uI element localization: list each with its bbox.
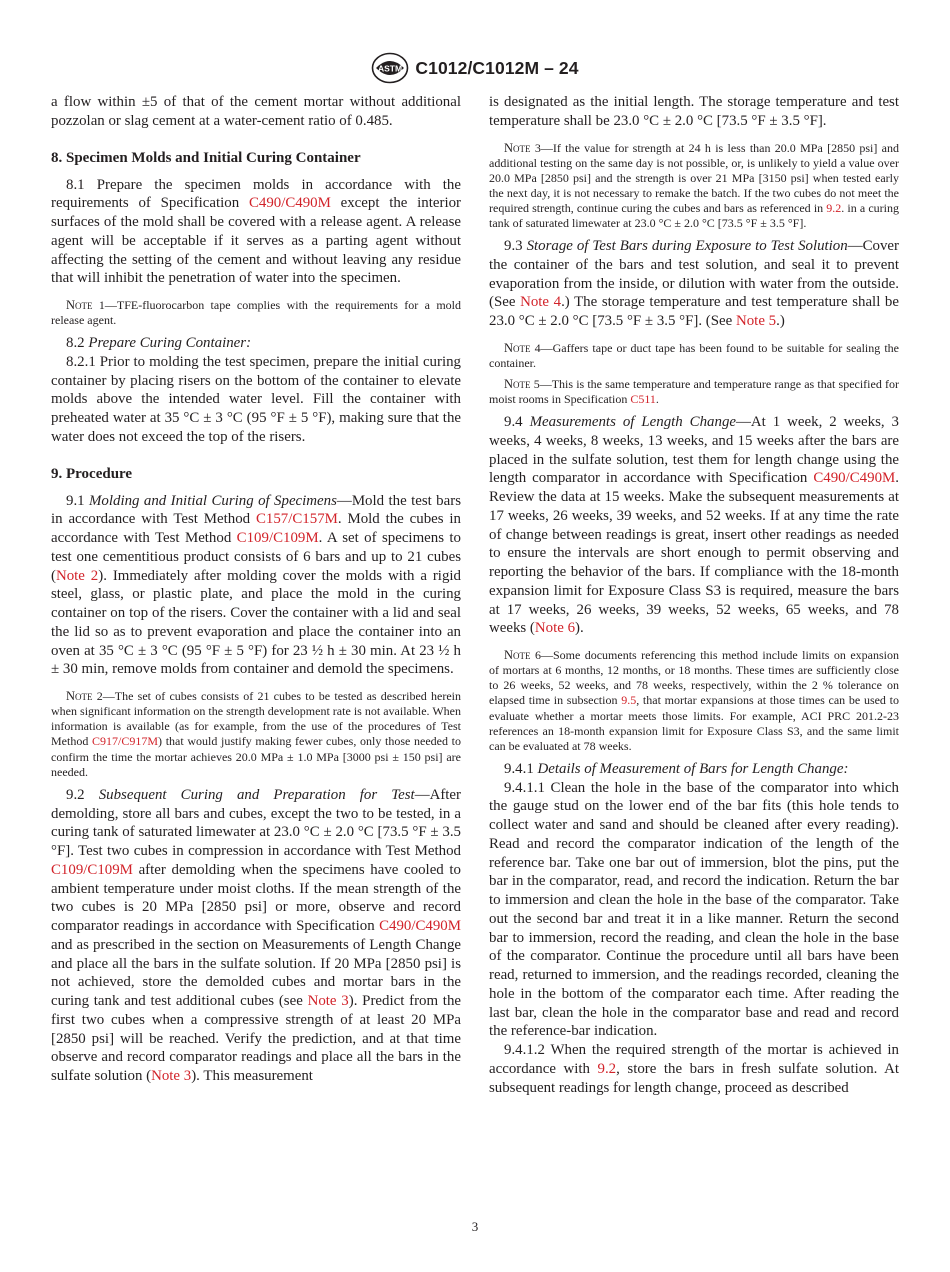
link-c157[interactable]: C157/C157M — [255, 511, 338, 528]
astm-logo-icon — [371, 52, 409, 84]
link-c109[interactable]: C109/C109M — [51, 861, 133, 878]
link-c490[interactable]: C490/C490M — [813, 470, 896, 487]
paragraph-8-2: 8.2 Prepare Curing Container: — [66, 335, 252, 352]
page-number: 3 — [471, 1219, 479, 1234]
link-note-6[interactable]: Note 6 — [534, 620, 576, 637]
link-c490[interactable]: C490/C490M — [248, 195, 331, 212]
link-note-2[interactable]: Note 2 — [55, 567, 99, 584]
left-column — [51, 93, 461, 1086]
link-note-5[interactable]: Note 5 — [735, 313, 777, 330]
link-note-3[interactable]: Note 3 — [151, 1068, 192, 1084]
link-9-2[interactable]: 9.2 — [597, 1060, 617, 1077]
link-9-2[interactable]: 9.2 — [826, 200, 842, 215]
paragraph-9-3: 9.3 Storage of Test Bars during Exposure to Test Solution—Cover the container of the bars and test solution, and seal it to prevent evaporation from the inside, or dilution with water from the outside. (See Note 4.) The storage temperature and test temperature shall be 23.0 °C ± 2.0 °C [73.5 °F ± 3.5 °F]. (See Note 5.) — [489, 238, 899, 330]
link-c109[interactable]: C109/C109M — [236, 530, 319, 547]
paragraph-9-1: 9.1 Molding and Initial Curing of Specimens—Mold the test bars in accordance with Test Method C157/C157M. Mold the cubes in accordance with Test Method C109/C109M. A set of specimens to test one cementitious product consists of 6 bars and up to 21 cubes (Note 2). Immediately after molding cover the molds with a rigid steel, glass, or plastic plate, and place the mold in the curing container on top of the risers. Cover the container with a lid and seal the lid so as to prevent evaporation and place the container into an oven at 35 °C ± 3 °C (95 °F ± 5 °F) for 23 ½ h ± 30 min. At 23 ½ h ± 30 min, remove molds from container and demold the specimens. — [51, 492, 461, 678]
paragraph-9-4-1: 9.4.1 Details of Measurement of Bars for Length Change: — [504, 760, 849, 777]
logo-lettering: ASTM — [378, 63, 403, 74]
paragraph-continued: a flow within ±5 of that of the cement mortar without additional pozzolan or slag cement at a water-cement ratio of 0.485. — [51, 94, 461, 129]
page-header — [0, 50, 950, 86]
paragraph-8-2-1: 8.2.1 Prior to molding the test specimen, prepare the initial curing container by placing risers on the bottom of the container to elevate molds above the intended water level. Fill the container with preheated water at 35 °C ± 3 °C (95 °F ± 5 °F), making sure that the water does not exceed the top of the risers. — [51, 353, 461, 445]
note-4: Note 4—Gaffers tape or duct tape has been found to be suitable for sealing the container. — [489, 340, 899, 370]
link-c917[interactable]: C917/C917M — [92, 734, 159, 749]
section-8-heading: 8. Specimen Molds and Initial Curing Container — [51, 149, 361, 166]
note-6: Note 6—Some documents referencing this method include limits on expansion of mortars at 6 months, 12 months, or 18 months. These times are sufficiently close to 26 weeks, 52 weeks, and 78 weeks, respectively, within the 2 % tolerance on elapsed time in subsection 9.5, that mortar expansions at those times can be used to evaluate whether a mortar meets those limits. For example, ACI PRC 201.2-23 references an 18-month expansion limit for Exposure Class S3, and the same limit can be evaluated at 78 weeks. — [489, 648, 899, 753]
right-column — [489, 93, 899, 1097]
paragraph-9-4-1-2: 9.4.1.2 When the required strength of the mortar is achieved in accordance with 9.2, store the bars in fresh sulfate solution. At subsequent readings for length change, proceed as described — [489, 1042, 899, 1096]
note-5: Note 5—This is the same temperature and temperature range as that specified for moist rooms in Specification C511. — [489, 377, 899, 407]
paragraph-9-2: 9.2 Subsequent Curing and Preparation for Test—After demolding, store all bars and cubes, except the two to be tested, in a curing tank of saturated limewater at 23.0 °C ± 2.0 °C [73.5 °F ± 3.5 °F]. Test two cubes in compression in accordance with Test Method C109/C109M after demolding when the specimens have cooled to ambient temperature under moist cloths. If the mean strength of the two cubes is 20 MPa [2850 psi] or more, observe and record comparator readings in accordance with Specification C490/C490M and as prescribed in the section on Measurements of Length Change and place all the bars in the sulfate solution. If 20 MPa [2850 psi] is not achieved, store the demolded cubes and mortar bars in the curing tank and test additional cubes (see Note 3). Predict from the first two cubes when a compressive strength of at least 20 MPa [2850 psi] will be reached. Verify the prediction, and at that time observe and record comparator readings and place all the bars in the sulfate solution (Note 3). This measurement — [51, 786, 461, 1084]
document-designation: C1012/C1012M – 24 — [415, 57, 579, 78]
paragraph-8-1: 8.1 Prepare the specimen molds in accordance with the requirements of Specification C490/C490M except the interior surfaces of the mold shall be covered with a release agent. A release agent will be acceptable if it serves as a parting agent without affecting the setting of the cement and without leaving any residue that will inhibit the penetration of water into the specimen. — [51, 176, 461, 287]
link-c490[interactable]: C490/C490M — [379, 918, 461, 934]
note-2: Note 2—The set of cubes consists of 21 cubes to be tested as described herein when significant information on the strength development rate is not available. When information is available (as for example, from the use of the procedures of Test Method C917/C917M) that would justify making fewer cubes, only those needed to confirm the time the mortar achieves 20.0 MPa ± 1.0 MPa [3000 psi ± 150 psi] are needed. — [51, 689, 461, 779]
section-9-heading: 9. Procedure — [51, 465, 133, 482]
note-1: Note 1—TFE-fluorocarbon tape complies with the requirements for a mold release agent. — [51, 298, 461, 328]
paragraph-9-4-1-1: 9.4.1.1 Clean the hole in the base of the comparator into which the gauge stud on the lower end of the bar fits (this hole tends to collect water and sand and should be cleaned after every reading). Read and record the comparator indication of the length of the reference bar. Take one bar out of immersion, blot the pins, put the bar in the comparator, read, and record the indication. Return the bar to immersion and clean the hole in the base of the comparator. Take out the second bar and treat it in a like manner. Return the second bar to immersion, record the reading, and clean the hole in the base of the comparator. Continue the procedure until all bars have been read, returned to immersion, and the readings recorded, cleaning the hole in the bottom of the comparator each time. After reading the last bar, clean the hole in the comparator base and read and record the reference-bar indication. — [489, 779, 899, 1040]
paragraph-continued: is designated as the initial length. The storage temperature and test temperature shall be 23.0 °C ± 2.0 °C [73.5 °F ± 3.5 °F]. — [489, 94, 899, 129]
note-3: Note 3—If the value for strength at 24 h is less than 20.0 MPa [2850 psi] and additional testing on the same day is not possible, or, is unlikely to yield a value over 20.0 MPa [2850 psi] and the strength is over 21 MPa [3150 psi] when tested early the next day, it is not necessary to remake the batch. If the two cubes do not meet the required strength, continue curing the cubes and bars as referenced in 9.2. in a curing tank of saturated limewater at 23.0 °C ± 2.0 °C [73.5 °F ± 3.5 °F]. — [489, 140, 899, 230]
link-note-4[interactable]: Note 4 — [520, 294, 562, 311]
paragraph-9-4: 9.4 Measurements of Length Change—At 1 week, 2 weeks, 3 weeks, 4 weeks, 8 weeks, 13 weeks, and 15 weeks after the bars are placed in the sulfate solution, test them for length change using the length comparator in accordance with Specification C490/C490M. Review the data at 15 weeks. Make the subsequent measurements at 17 weeks, 26 weeks, 39 weeks, and 52 weeks. If at any time the rate of change between readings is great, insert other readings as needed to ensure the intervals are short enough to permit observing and reporting the behavior of the bars. If compliance with the 18-month expansion limit for Exposure Class S3 is required, measure the bars at 17 weeks, 26 weeks, 39 weeks, 52 weeks, 65 weeks, and 78 weeks (Note 6). — [489, 414, 899, 637]
link-9-5[interactable]: 9.5 — [621, 693, 637, 708]
link-note-3[interactable]: Note 3 — [307, 993, 349, 1009]
link-c511[interactable]: C511 — [630, 392, 656, 407]
